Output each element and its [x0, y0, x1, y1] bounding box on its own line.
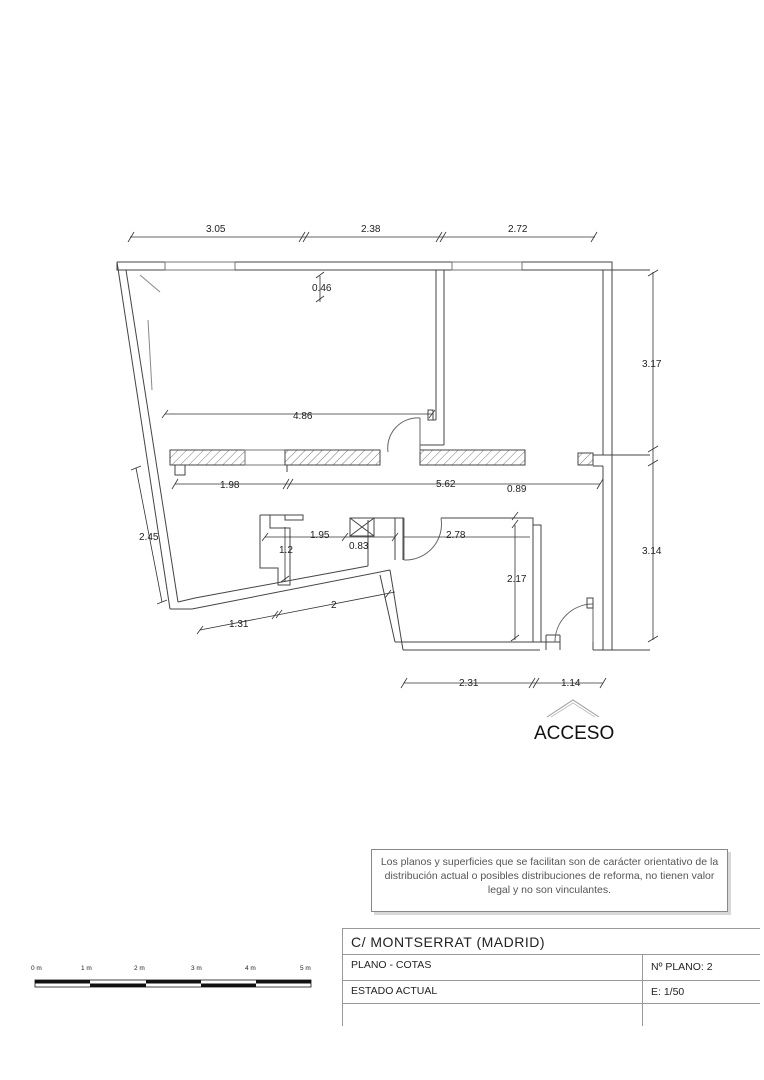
scale-label-5: 5 m	[300, 965, 311, 972]
scale-bar	[31, 965, 311, 987]
disclaimer-box	[371, 849, 728, 912]
dim-wall-run: 2	[331, 600, 337, 611]
plan-number: Nº PLANO: 2	[651, 961, 713, 973]
scale-label-4: 4 m	[245, 965, 256, 972]
dim-corridor-end: 0.89	[507, 484, 527, 495]
dim-bottom-2: 1.14	[561, 678, 581, 689]
dim-room-length: 4.86	[293, 411, 313, 422]
scale-label-0: 0 m	[31, 965, 42, 972]
dim-top-1: 3.05	[206, 224, 226, 235]
dim-top-2: 2.38	[361, 224, 381, 235]
title-row-status	[343, 981, 760, 1004]
dim-corridor-left: 1.98	[220, 480, 240, 491]
dim-bottom-1: 2.31	[459, 678, 479, 689]
title-row-empty	[343, 1004, 760, 1026]
title-row-address	[343, 929, 760, 955]
dim-small-room-width: 1.95	[310, 530, 330, 541]
dim-wall-run-left: 1.31	[229, 619, 249, 630]
access-label: ACCESO	[534, 723, 615, 744]
scale-value: E: 1/50	[651, 986, 685, 998]
dim-right-1: 3.17	[642, 359, 662, 370]
title-row-plan	[343, 955, 760, 981]
title-divider	[642, 955, 643, 1026]
address-title: C/ MONTSERRAT (MADRID)	[351, 934, 546, 950]
title-block	[342, 928, 760, 1026]
scale-label-2: 2 m	[134, 965, 145, 972]
disclaimer-text: Los planos y superficies que se facilitan son de carácter orientativo de la distribución actual o posibles distribuciones de reforma, no tienen valor legal y no son vinculantes.	[380, 856, 719, 896]
dim-corridor-main: 5.62	[436, 479, 456, 490]
dim-left-1: 2.45	[139, 532, 159, 543]
access-marker	[534, 700, 614, 744]
walls	[117, 262, 650, 650]
dim-room-width: 2.78	[446, 530, 466, 541]
dim-window-depth: 0.46	[312, 283, 332, 294]
scale-label-3: 3 m	[191, 965, 202, 972]
scale-label-1: 1 m	[81, 965, 92, 972]
dim-top-3: 2.72	[508, 224, 528, 235]
dim-room-depth: 2.17	[507, 574, 527, 585]
status-label: ESTADO ACTUAL	[351, 985, 438, 997]
dim-small-room-depth: 1.2	[279, 545, 293, 556]
plan-name: PLANO - COTAS	[351, 959, 432, 971]
dim-right-2: 3.14	[642, 546, 662, 557]
dim-closet-width: 0.83	[349, 541, 369, 552]
